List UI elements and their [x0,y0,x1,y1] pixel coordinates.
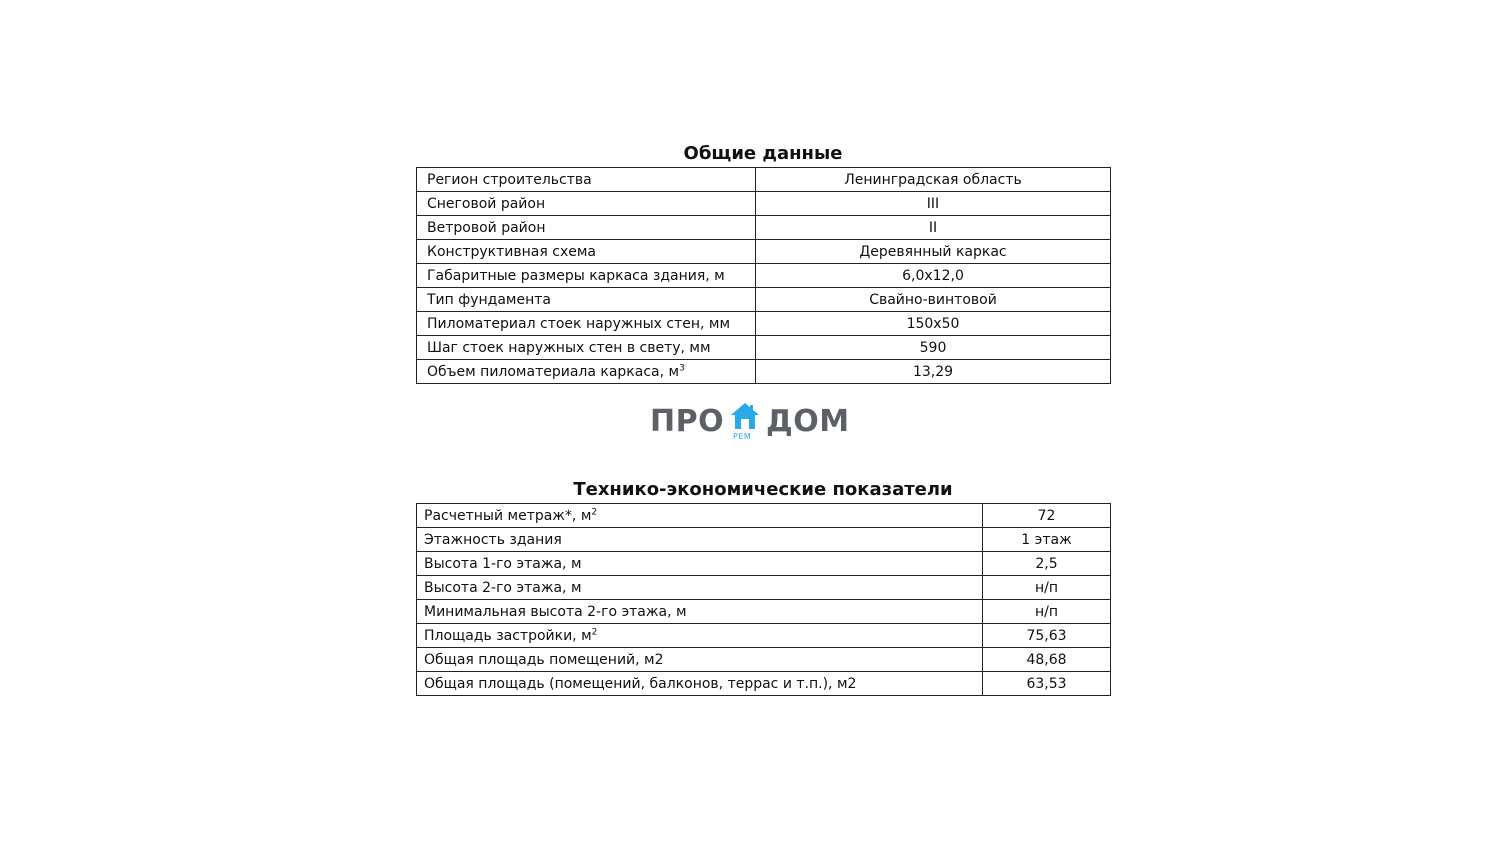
tech-table-row [417,672,1111,696]
company-logo [650,400,850,444]
row-label-text: Габаритные размеры каркаса здания, м [427,267,725,284]
row-label-text: Площадь застройки, м [424,627,592,644]
row-label [417,288,756,312]
row-label-text: Тип фундамента [427,291,551,308]
unit-superscript: 3 [679,362,685,373]
row-value: 2,5 [983,552,1111,576]
row-label-text: Регион строительства [427,171,592,188]
row-label [417,360,756,384]
row-value: Ленинградская область [756,168,1111,192]
general-table-row [417,288,1111,312]
row-label [417,168,756,192]
tech-table-row [417,648,1111,672]
unit-superscript: 2 [591,506,598,517]
general-table-row [417,240,1111,264]
general-data-title: Общие данные [683,143,843,164]
row-label [417,240,756,264]
house-icon [730,402,760,430]
row-label [417,504,983,528]
row-label-text: Пиломатериал стоек наружных стен, мм [427,315,731,332]
row-value: III [756,192,1111,216]
logo-word-left: ПРО [650,404,725,439]
row-label-text: Ветровой район [427,219,546,236]
row-label [417,624,983,648]
row-label-text: Расчетный метраж*, м [424,507,592,524]
row-label-text: Снеговой район [427,195,546,212]
row-label [417,336,756,360]
general-table-row [417,336,1111,360]
row-label-text: Общая площадь помещений, м2 [424,651,664,668]
tech-table-row [417,528,1111,552]
row-label-text: Высота 1-го этажа, м [424,555,582,572]
general-table-row [417,264,1111,288]
row-value: 48,68 [983,648,1111,672]
row-label [417,600,983,624]
logo-subtext: РЕМ [733,432,752,441]
row-label [417,312,756,336]
row-label [417,672,983,696]
row-label [417,648,983,672]
row-value: 590 [756,336,1111,360]
row-label [417,576,983,600]
general-table-row [417,312,1111,336]
row-value: 6,0х12,0 [756,264,1111,288]
tech-table-row [417,624,1111,648]
row-value: II [756,216,1111,240]
general-table-row [417,360,1111,384]
row-label [417,216,756,240]
general-table-row [417,216,1111,240]
row-label-text: Высота 2-го этажа, м [424,579,582,596]
row-value: 75,63 [983,624,1111,648]
tech-table-row [417,552,1111,576]
tech-table-row [417,504,1111,528]
row-value: 63,53 [983,672,1111,696]
row-label-text: Шаг стоек наружных стен в свету, мм [427,339,711,356]
row-label-text: Этажность здания [424,531,562,548]
row-value: н/п [983,600,1111,624]
row-label-text: Общая площадь (помещений, балконов, террас и т.п.), м2 [424,675,857,692]
row-label [417,192,756,216]
row-label-text: Конструктивная схема [427,243,596,260]
row-label-text: Минимальная высота 2-го этажа, м [424,603,687,620]
row-label [417,528,983,552]
row-value: Свайно-винтовой [756,288,1111,312]
row-value: 72 [983,504,1111,528]
row-value: 150х50 [756,312,1111,336]
general-table-row [417,192,1111,216]
tech-table-row [417,600,1111,624]
tech-indicators-title: Технико-экономические показатели [573,479,953,500]
logo-word-right: ДОМ [766,404,850,439]
tech-indicators-table [416,503,1111,696]
general-data-table [416,167,1111,384]
row-label [417,264,756,288]
row-value: 1 этаж [983,528,1111,552]
tech-table-row [417,576,1111,600]
row-value: н/п [983,576,1111,600]
unit-superscript: 2 [591,626,598,637]
general-table-row [417,168,1111,192]
row-label [417,552,983,576]
row-value: Деревянный каркас [756,240,1111,264]
row-label-text: Объем пиломатериала каркаса, м [427,363,680,380]
row-value: 13,29 [756,360,1111,384]
